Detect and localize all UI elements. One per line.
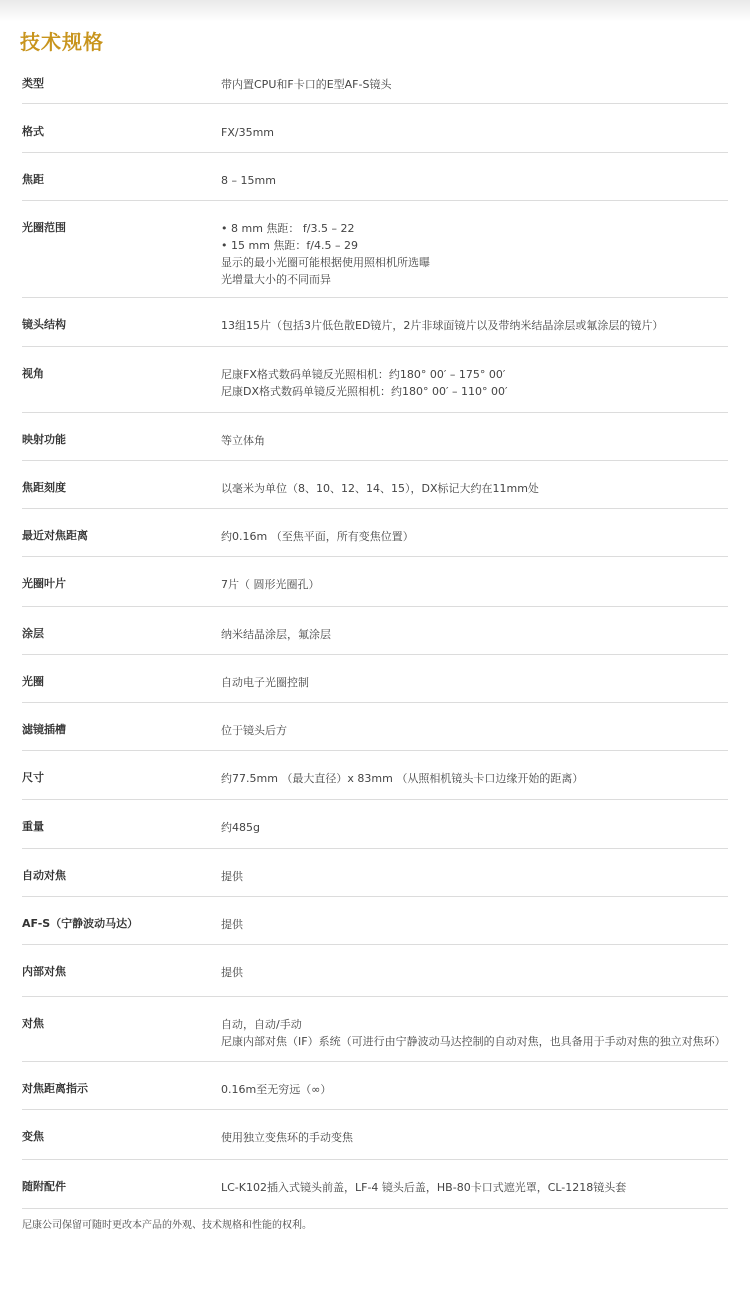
spec-value (221, 1016, 726, 1050)
spec-value (221, 770, 583, 787)
spec-row (22, 58, 728, 104)
spec-label: 光圈 (22, 675, 44, 688)
spec-label: 光圈叶片 (22, 577, 66, 590)
page-title: 技术规格 (20, 30, 104, 54)
spec-value-line: 提供 (221, 870, 243, 883)
spec-row (22, 154, 728, 201)
spec-value-line: 位于镜头后方 (221, 724, 287, 737)
spec-value-line: 使用独立变焦环的手动变焦 (221, 1131, 353, 1144)
spec-label: 最近对焦距离 (22, 529, 88, 542)
spec-label: 随附配件 (22, 1180, 66, 1193)
spec-label: 尺寸 (22, 771, 44, 784)
spec-row (22, 1063, 728, 1110)
spec-value-line: 自动，自动/手动 (221, 1018, 302, 1031)
spec-value-line: 自动电子光圈控制 (221, 676, 309, 689)
spec-label: 格式 (22, 125, 44, 138)
spec-value-line: 显示的最小光圈可能根据使用照相机所选曝 (221, 256, 430, 269)
spec-value-line: 纳米结晶涂层，氟涂层 (221, 628, 331, 641)
spec-value-line: 0.16m至无穷远（∞） (221, 1083, 332, 1096)
spec-value-line: 等立体角 (221, 434, 265, 447)
spec-value (221, 576, 320, 593)
spec-label: 变焦 (22, 1130, 44, 1143)
spec-value-line: • 8 mm 焦距： f/3.5 – 22 (221, 222, 355, 235)
spec-label: 类型 (22, 77, 44, 90)
spec-value (221, 220, 430, 288)
spec-value-line: 尼康内部对焦（IF）系统（可进行由宁静波动马达控制的自动对焦，也具备用于手动对焦的独立对焦环） (221, 1035, 726, 1048)
spec-value (221, 480, 539, 497)
spec-label: 焦距 (22, 173, 44, 186)
spec-label: 光圈范围 (22, 221, 66, 234)
spec-label: 对焦距离指示 (22, 1082, 88, 1095)
spec-value-line: 13组15片（包括3片低色散ED镜片，2片非球面镜片以及带纳米结晶涂层或氟涂层的镜片） (221, 319, 664, 332)
spec-value (221, 76, 391, 93)
spec-value (221, 722, 287, 739)
spec-row (22, 510, 728, 557)
top-shadow-bar (0, 0, 750, 22)
spec-value (221, 626, 331, 643)
spec-row (22, 1111, 728, 1160)
spec-label: 焦距刻度 (22, 481, 66, 494)
spec-value (221, 868, 243, 885)
spec-value-line: 带内置CPU和F卡口的E型AF-S镜头 (221, 78, 392, 91)
spec-label: 映射功能 (22, 433, 66, 446)
spec-row (22, 801, 728, 849)
spec-label: 滤镜插槽 (22, 723, 66, 736)
spec-row (22, 106, 728, 153)
spec-value-line: 光增量大小的不同而异 (221, 273, 331, 286)
spec-value (221, 916, 243, 933)
spec-label: 重量 (22, 820, 44, 833)
spec-value (221, 528, 414, 545)
spec-row (22, 752, 728, 800)
spec-row (22, 608, 728, 655)
spec-label: 镜头结构 (22, 318, 66, 331)
spec-label: 视角 (22, 367, 44, 380)
spec-row (22, 850, 728, 897)
spec-value-line: LC-K102插入式镜头前盖，LF-4 镜头后盖，HB-80卡口式遮光罩，CL-1218镜头套 (221, 1181, 627, 1194)
spec-value-line: 提供 (221, 966, 243, 979)
spec-value-line: 尼康DX格式数码单镜反光照相机：约180° 00′ – 110° 00′ (221, 385, 508, 398)
spec-value-line: 8 – 15mm (221, 174, 276, 187)
spec-value-line: 约0.16m （至焦平面，所有变焦位置） (221, 530, 414, 543)
spec-label: 涂层 (22, 627, 44, 640)
spec-row (22, 898, 728, 945)
footer-note: 尼康公司保留可随时更改本产品的外观、技术规格和性能的权利。 (22, 1220, 312, 1231)
spec-label: AF-S（宁静波动马达） (22, 917, 139, 930)
spec-row (22, 656, 728, 703)
spec-value-line: 约77.5mm （最大直径）x 83mm （从照相机镜头卡口边缘开始的距离） (221, 772, 584, 785)
spec-row (22, 462, 728, 509)
spec-row (22, 202, 728, 298)
spec-row (22, 414, 728, 461)
spec-value (221, 124, 274, 141)
spec-label: 对焦 (22, 1017, 44, 1030)
spec-row (22, 998, 728, 1062)
spec-label: 自动对焦 (22, 869, 66, 882)
spec-row (22, 704, 728, 751)
spec-value (221, 674, 309, 691)
spec-value (221, 1179, 626, 1196)
spec-value-line: 约485g (221, 821, 260, 834)
spec-value (221, 1081, 331, 1098)
spec-row (22, 946, 728, 997)
spec-value (221, 1129, 353, 1146)
spec-value-line: • 15 mm 焦距：f/4.5 – 29 (221, 239, 358, 252)
spec-label: 内部对焦 (22, 965, 66, 978)
spec-value-line: FX/35mm (221, 126, 274, 139)
spec-value (221, 819, 260, 836)
spec-value (221, 172, 276, 189)
spec-value (221, 317, 663, 334)
spec-row (22, 299, 728, 347)
spec-value (221, 432, 265, 449)
spec-value-line: 以毫米为单位（8、10、12、14、15），DX标记大约在11mm处 (221, 482, 539, 495)
spec-value-line: 提供 (221, 918, 243, 931)
spec-row (22, 348, 728, 413)
spec-value (221, 964, 243, 981)
spec-row (22, 1161, 728, 1209)
spec-row (22, 558, 728, 607)
spec-value-line: 尼康FX格式数码单镜反光照相机：约180° 00′ – 175° 00′ (221, 368, 506, 381)
spec-value-line: 7片（ 圆形光圈孔） (221, 578, 320, 591)
spec-value (221, 366, 507, 400)
